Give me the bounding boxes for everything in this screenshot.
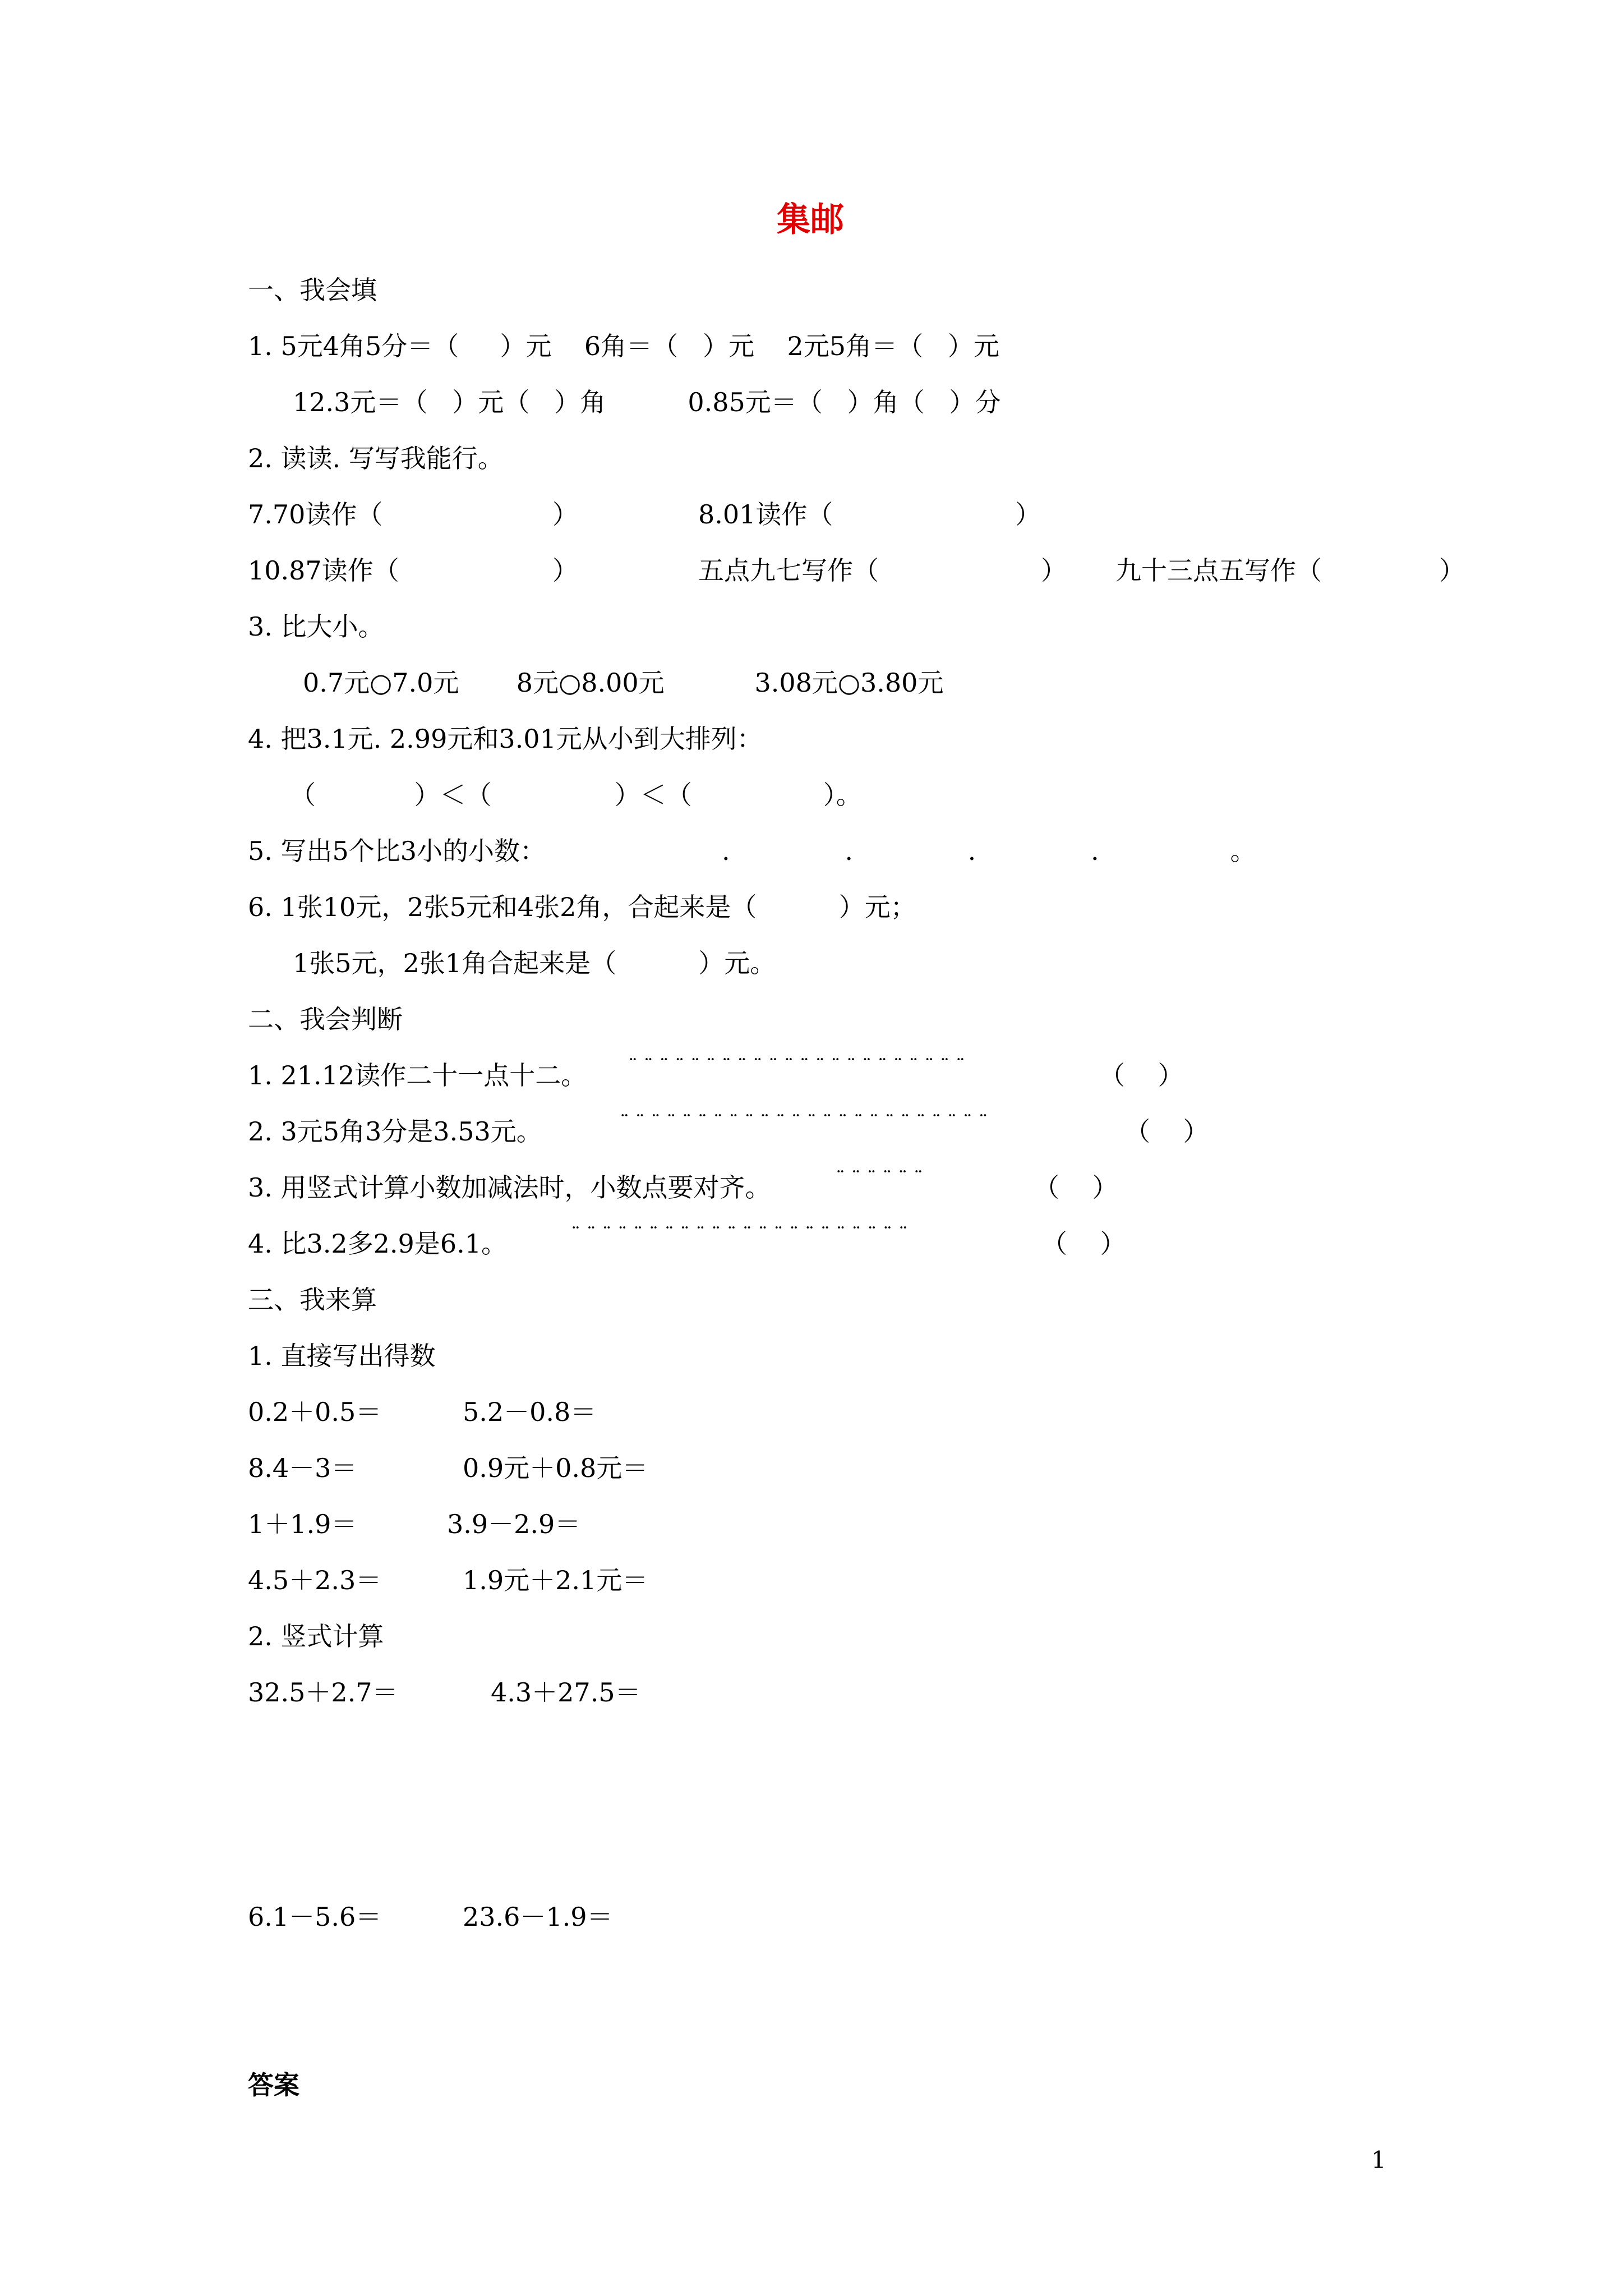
- vertical-calc-1: 32.5＋2.7＝: [248, 1677, 398, 1708]
- question-2-item-c-close: ）: [552, 555, 578, 586]
- judge-item-2-dots: ¨ ¨ ¨ ¨ ¨ ¨ ¨ ¨ ¨ ¨ ¨ ¨ ¨ ¨ ¨ ¨ ¨ ¨ ¨ ¨ ¨ ¨ ¨ ¨: [620, 1111, 988, 1134]
- judge-item-1-text: 1. 21.12读作二十一点十二。: [248, 1060, 587, 1091]
- calc-row-2-a: 8.4－3＝: [248, 1453, 357, 1483]
- calc-row-2-b: 0.9元＋0.8元＝: [463, 1453, 648, 1483]
- question-2-item-a: 7.70读作（: [248, 499, 383, 530]
- question-2-heading: 2. 读读. 写写我能行。: [248, 443, 504, 473]
- calc-row-1-b: 5.2－0.8＝: [463, 1397, 597, 1427]
- vertical-calc-2: 4.3＋27.5＝: [491, 1677, 641, 1708]
- question-2-item-e: 九十三点五写作（: [1115, 555, 1322, 586]
- question-2-item-a-close: ）: [552, 499, 578, 530]
- judge-item-4-dots: ¨ ¨ ¨ ¨ ¨ ¨ ¨ ¨ ¨ ¨ ¨ ¨ ¨ ¨ ¨ ¨ ¨ ¨ ¨ ¨ ¨ ¨: [571, 1223, 908, 1246]
- question-2-item-d-close: ）: [1041, 555, 1067, 586]
- judge-item-2-text: 2. 3元5角3分是3.53元。: [248, 1116, 542, 1147]
- section-2-heading: 二、我会判断: [248, 1004, 403, 1034]
- question-2-item-b-close: ）: [1015, 499, 1041, 530]
- judge-item-2-paren: （ ）: [1124, 1116, 1209, 1147]
- judge-item-4-paren: （ ）: [1041, 1228, 1126, 1259]
- question-2-item-e-close: ）: [1439, 555, 1465, 586]
- judge-item-3-text: 3. 用竖式计算小数加减法时，小数点要对齐。: [248, 1172, 771, 1203]
- answer-heading: 答案: [248, 2070, 299, 2100]
- question-5-blanks: . . . . 。: [722, 836, 1256, 866]
- judge-item-3-dots: ¨ ¨ ¨ ¨ ¨ ¨: [836, 1167, 924, 1190]
- question-1-line-1: 1. 5元4角5分＝（ ）元 6角＝（ ）元 2元5角＝（ ）元: [248, 331, 999, 361]
- question-4-line: （ ）＜（ ）＜（ ）。: [290, 780, 862, 810]
- question-1-line-2: 12.3元＝（ ）元（ ）角 0.85元＝（ ）角（ ）分: [293, 387, 1001, 417]
- question-2-item-b: 8.01读作（: [698, 499, 833, 530]
- vertical-calc-3: 6.1－5.6＝: [248, 1902, 382, 1932]
- calc-row-3-a: 1＋1.9＝: [248, 1509, 357, 1539]
- judge-item-1-paren: （ ）: [1099, 1060, 1184, 1091]
- question-2-item-c: 10.87读作（: [248, 555, 399, 586]
- vertical-calc-4: 23.6－1.9＝: [463, 1902, 613, 1932]
- judge-item-3-paren: （ ）: [1034, 1172, 1118, 1203]
- question-3-heading: 3. 比大小。: [248, 611, 384, 642]
- question-3-line: 0.7元○7.0元 8元○8.00元 3.08元○3.80元: [303, 668, 944, 698]
- question-6-line-1: 6. 1张10元，2张5元和4张2角，合起来是（ ）元；: [248, 892, 916, 922]
- section-1-heading: 一、我会填: [248, 275, 377, 305]
- judge-item-1-dots: ¨ ¨ ¨ ¨ ¨ ¨ ¨ ¨ ¨ ¨ ¨ ¨ ¨ ¨ ¨ ¨ ¨ ¨ ¨ ¨ ¨ ¨: [628, 1055, 965, 1078]
- question-4-heading: 4. 把3.1元. 2.99元和3.01元从小到大排列：: [248, 724, 763, 754]
- page-title: 集邮: [777, 200, 844, 240]
- calc-1-heading: 1. 直接写出得数: [248, 1341, 436, 1371]
- calc-row-3-b: 3.9－2.9＝: [447, 1509, 581, 1539]
- calc-row-1-a: 0.2＋0.5＝: [248, 1397, 382, 1427]
- calc-2-heading: 2. 竖式计算: [248, 1621, 384, 1651]
- judge-item-4-text: 4. 比3.2多2.9是6.1。: [248, 1228, 507, 1259]
- page-number: 1: [1371, 2146, 1386, 2174]
- question-6-line-2: 1张5元，2张1角合起来是（ ）元。: [293, 948, 776, 978]
- calc-row-4-a: 4.5＋2.3＝: [248, 1565, 382, 1595]
- question-2-item-d: 五点九七写作（: [698, 555, 879, 586]
- question-5: 5. 写出5个比3小的小数：: [248, 836, 546, 866]
- section-3-heading: 三、我来算: [248, 1285, 377, 1315]
- calc-row-4-b: 1.9元＋2.1元＝: [463, 1565, 648, 1595]
